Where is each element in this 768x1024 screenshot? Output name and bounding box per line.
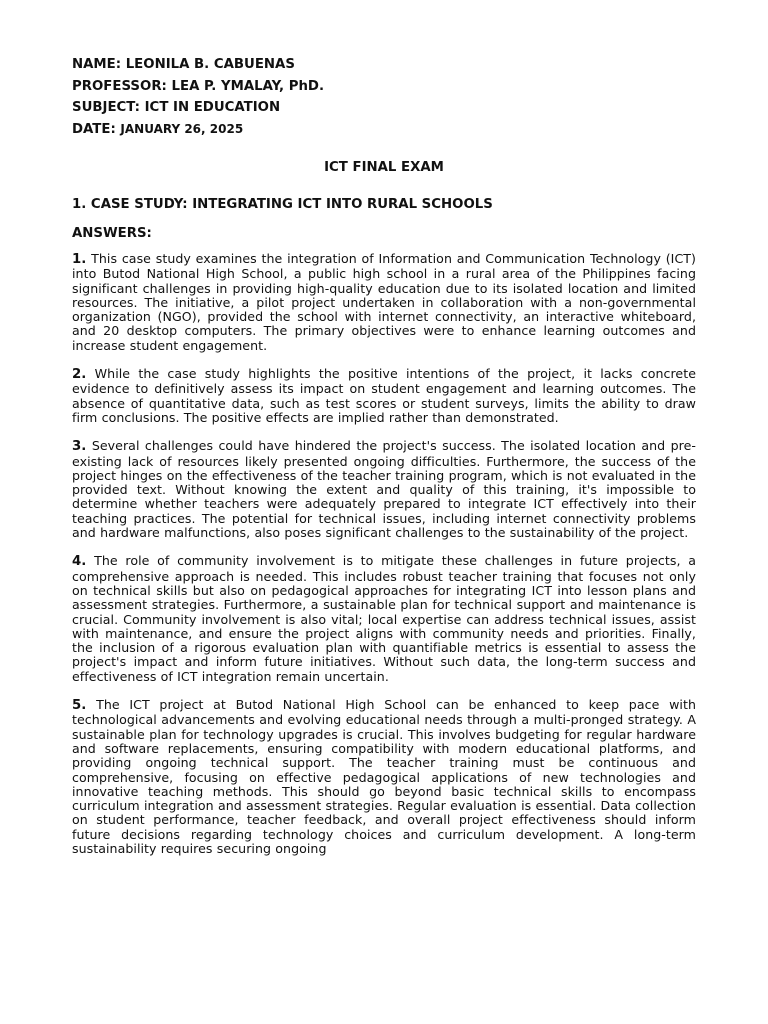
answer-text: community involvement is to mitigate these challenges in future projects, a comprehensive approach is needed. This includes robust teacher training that focuses not only on technical skills but also on pedagogical approaches for integrating ICT into lesson plans and assessment strategies. Furthermore, a sustainable plan for technical support and maintenance is crucial. Community involvement is also vital; local expertise can address technical issues, assist with maintenance, and ensure the project aligns with community needs and priorities. Finally, the inclusion of a rigorous evaluation plan with quantifiable metrics is essential to assess the project's impact and inform future initiatives. Without such data, the long-term success and effectiveness of ICT integration remain uncertain. <box>72 553 696 684</box>
answer-number: 4. <box>72 554 87 570</box>
answer-text: Several challenges could have hindered the project's success. The isolated location and pre-existing lack of resources likely presented ongoing difficulties. Furthermore, the success of the project hinges on the effectiveness of the teacher training program, which is not evaluated in the provided text. Without knowing the extent and quality of this training, it's impossible to determine whether teachers were adequately prepared to integrate ICT effectively into their teaching practices. The potential for technical issues, including internet connectivity problems and hardware malfunctions, also poses significant challenges to the sustainability of the project. <box>72 438 696 541</box>
document-page <box>72 54 696 856</box>
answer-number: 2. <box>72 367 87 383</box>
answer-paragraph-2 <box>72 367 696 425</box>
date-label: DATE: <box>72 121 116 137</box>
answer-number: 3. <box>72 439 87 455</box>
answer-paragraph-3 <box>72 439 696 540</box>
professor-line <box>72 76 696 98</box>
answer-text: The ICT project at Butod National High School can be enhanced to keep pace with technological advancements and evolving educational needs through a multi-pronged strategy. A sustainable plan for technology upgrades is crucial. This involves budgeting for regular hardware and software replacements, ensuring compatibility with modern educational platforms, and providing ongoing technical support. The teacher training must be continuous and comprehensive, focusing on effective pedagogical applications of new technologies and innovative teaching methods. This should go beyond basic technical skills to encompass curriculum integration and assessment strategies. Regular evaluation is essential. Data collection on student performance, teacher feedback, and overall project effectiveness should inform future decisions regarding technology choices and curriculum development. A long-term sustainability requires securing ongoing <box>72 697 696 856</box>
answers-label: ANSWERS: <box>72 226 152 241</box>
answer-number: 5. <box>72 698 87 714</box>
name-label: NAME: <box>72 57 122 72</box>
professor-label: PROFESSOR: <box>72 78 167 94</box>
date-value: JANUARY 26, 2025 <box>120 121 244 136</box>
exam-title: ICT FINAL EXAM <box>324 160 444 175</box>
answer-paragraph-1 <box>72 252 696 353</box>
name-value: LEONILA B. CABUENAS <box>125 57 295 72</box>
name-line <box>72 54 696 76</box>
answer-text: While the case study highlights the positive intentions of the project, it lacks concrete evidence to definitively assess its impact on student engagement and learning outcomes. The absence of quantitative data, such as test scores or student surveys, limits the ability to draw firm conclusions. The positive effects are implied rather than demonstrated. <box>72 366 696 425</box>
answer-paragraph-4 <box>72 554 696 684</box>
date-line <box>72 119 696 141</box>
answer-number: 1. <box>72 252 87 267</box>
question-title: 1. CASE STUDY: INTEGRATING ICT INTO RURAL SCHOOLS <box>72 197 493 212</box>
answer-lead: The role of <box>94 553 170 569</box>
subject-label: SUBJECT: <box>72 100 140 115</box>
subject-line <box>72 97 696 119</box>
answer-paragraph-5 <box>72 698 696 856</box>
answer-text: This case study examines the integration of Information and Communication Technology (ICT) into Butod National High School, a public high school in a rural area of the Philippines facing significant challenges in providing high-quality education due to its isolated location and limited resources. The initiative, a pilot project undertaken in collaboration with a non-governmental organization (NGO), provided the school with internet connectivity, an interactive whiteboard, and 20 desktop computers. The primary objectives were to enhance learning outcomes and increase student engagement. <box>72 251 696 353</box>
professor-value: LEA P. YMALAY, PhD. <box>171 78 325 94</box>
subject-value: ICT IN EDUCATION <box>144 100 281 115</box>
